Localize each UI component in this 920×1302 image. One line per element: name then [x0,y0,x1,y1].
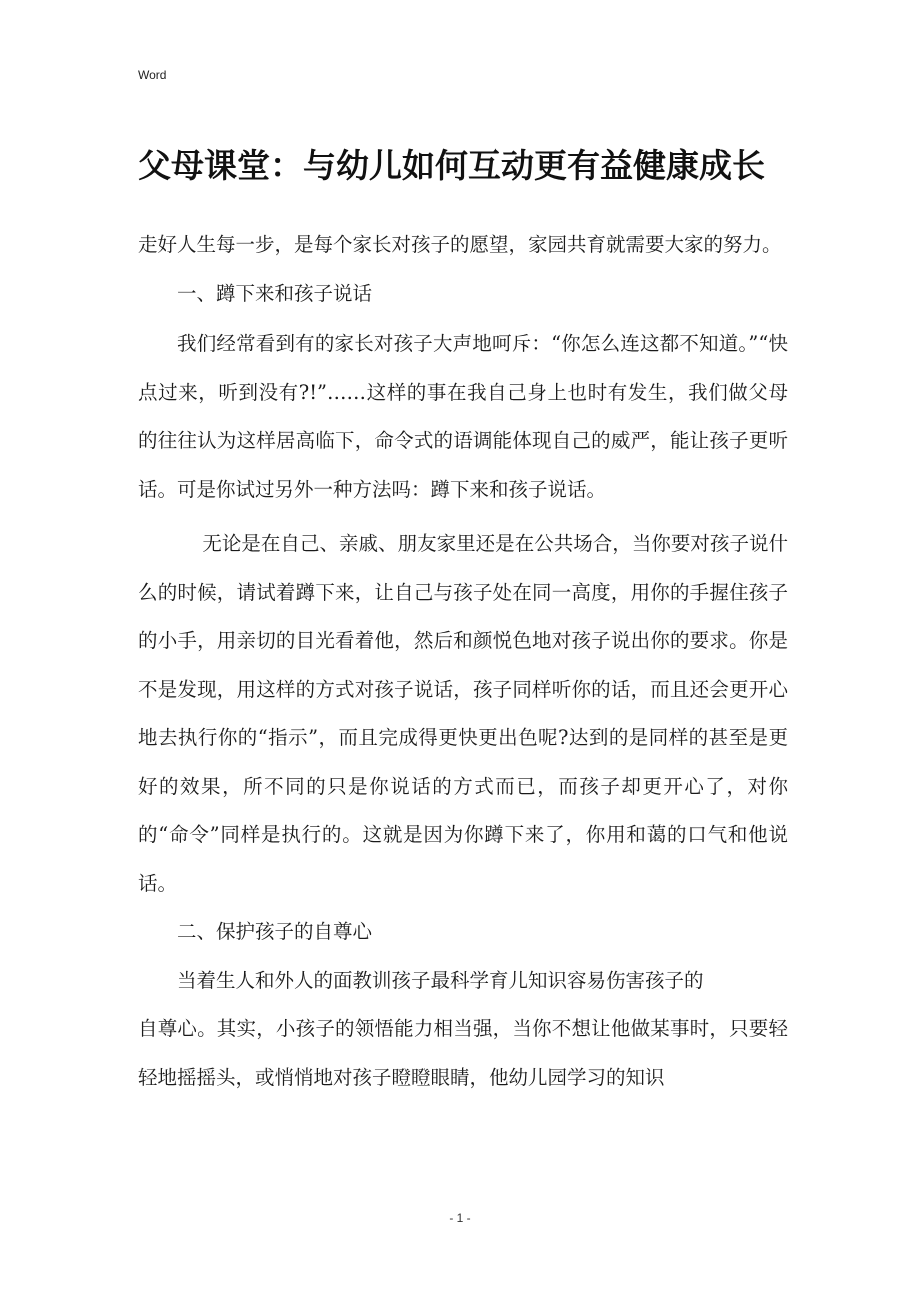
body-paragraph-4: 自尊心。其实，小孩子的领悟能力相当强，当你不想让他做某事时，只要轻轻地摇摇头，或悄悄地对孩子瞪瞪眼睛，他幼儿园学习的知识 [138,1017,788,1089]
document-body [138,221,788,1102]
document-title: 父母课堂：与幼儿如何互动更有益健康成长 [138,146,765,185]
body-paragraph-3: 当着生人和外人的面教训孩子最科学育儿知识容易伤害孩子的 [177,968,704,992]
page-number: - 1 - [449,1211,471,1225]
section-heading-1: 一、蹲下来和孩子说话 [177,281,373,305]
intro-paragraph: 走好人生每一步，是每个家长对孩子的愿望，家园共育就需要大家的努力。 [138,233,782,256]
body-paragraph-1: 我们经常看到有的家长对孩子大声地呵斥：“你怎么连这都不知道。”“快点过来，听到没有?!”……这样的事在我自己身上也时有发生，我们做父母的往往认为这样居高临下，命令式的语调能体现自己的威严，能让孩子更听话。可是你试过另外一种方法吗：蹲下来和孩子说话。 [138,332,788,501]
body-paragraph-2: 无论是在自己、亲戚、朋友家里还是在公共场合，当你要对孩子说什么的时候，请试着蹲下来，让自己与孩子处在同一高度，用你的手握住孩子的小手，用亲切的目光看着他，然后和颜悦色地对孩子说出你的要求。你是不是发现，用这样的方式对孩子说话，孩子同样听你的话，而且还会更开心地去执行你的“指示”，而且完成得更快更出色呢?达到的是同样的甚至是更好的效果，所不同的只是你说话的方式而已，而孩子却更开心了，对你的“命令”同样是执行的。这就是因为你蹲下来了，你用和蔼的口气和他说话。 [138,532,788,895]
header-label: Word [138,68,167,82]
section-heading-2: 二、保护孩子的自尊心 [177,920,373,943]
